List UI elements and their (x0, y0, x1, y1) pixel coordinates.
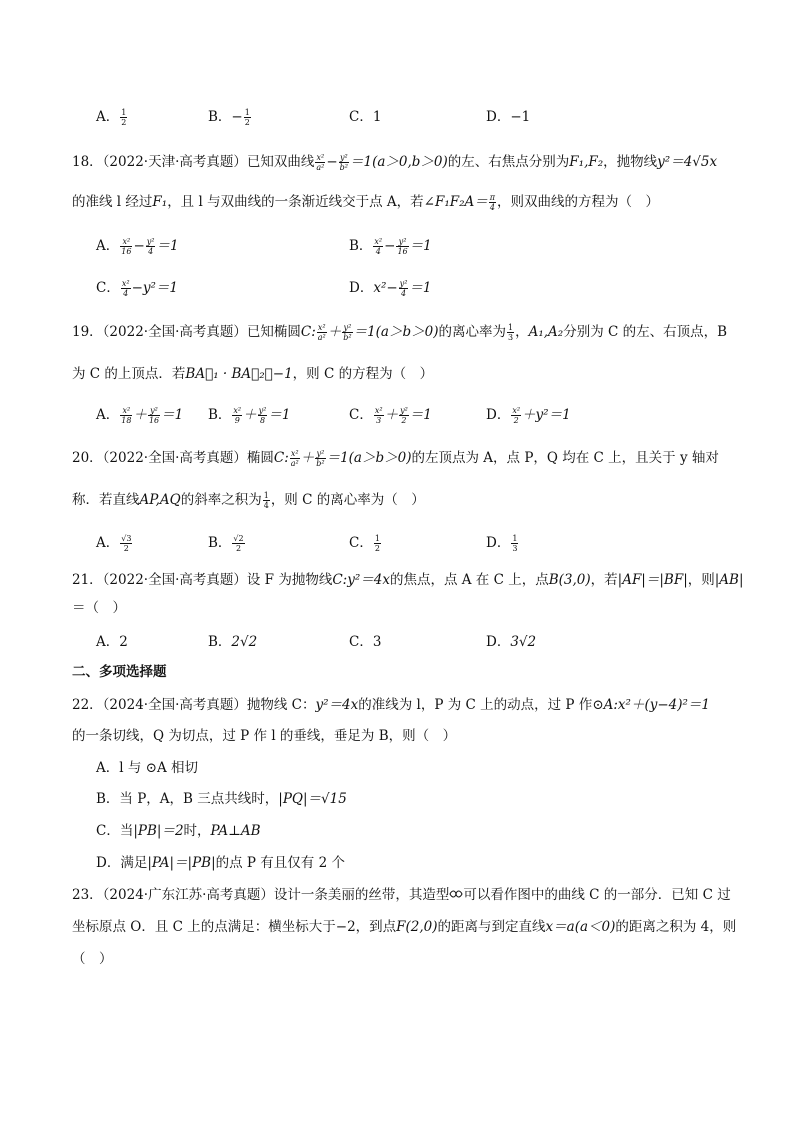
q22-option-d: D．满足|PA|＝|PB|的点 P 有且仅有 2 个 (96, 855, 345, 871)
q19-option-a-label: A． (96, 407, 120, 423)
q18-stem-text-c: ，抛物线 (603, 154, 658, 170)
q20-option-d: D． $\frac{1}{3}$ (486, 534, 518, 553)
q19-option-b: B． $\frac{\text{x²}}{9}$ ＋ $\frac{\text{y²}}{8}$ ＝1 (208, 406, 291, 425)
q18-option-b-label: B． (349, 238, 373, 254)
q20-option-b-label: B． (208, 535, 232, 551)
q22-option-c-label: C．当 (96, 823, 134, 839)
q19-stem-text-d: 分别为 C 的左、右顶点，B (563, 324, 728, 340)
q21-line2: ＝（ ） (72, 600, 126, 616)
q22-option-c-text: 时， (183, 823, 211, 839)
q18-option-d: D．x²− $\frac{\text{y²}}{4}$ ＝1 (349, 279, 432, 298)
q20-stem-text-e: ，则 C 的离心率为（ ） (270, 492, 425, 508)
q20-line1: 20．（2022·全国·高考真题）椭圆C: $\frac{\text{x²}}{\text{a²}}$ ＋ $\frac{\text{y²}}{\text{b²}}$ ＝1(a＞b＞0)的左顶点为 A，点 P，Q 均在 C 上，且关于 y 轴对 (72, 449, 719, 468)
q20-option-b: B． $\frac{√2}{2}$ (208, 534, 244, 553)
q19-stem-text: 19．（2022·全国·高考真题）已知椭圆 (72, 324, 301, 340)
q18-option-a-label: A． (96, 238, 120, 254)
q22-option-b-label: B．当 P，A，B 三点共线时， (96, 791, 279, 807)
q20-line2: 称．若直线AP,AQ的斜率之积为 $\frac{1}{4}$ ，则 C 的离心率为（ ） (72, 491, 425, 510)
q18-stem-text-d: 的准线 l 经过 (72, 194, 153, 210)
q23-line3: （ ） (72, 951, 113, 967)
q20-stem-text-c: 称．若直线 (72, 492, 140, 508)
q20-option-c-label: C． (349, 535, 373, 551)
q19-stem-text-c: ， (515, 324, 529, 340)
q17-option-d: D．−1 (486, 109, 531, 125)
q19-option-d-label: D． (486, 407, 511, 423)
q18-stem-text-b: 的左、右焦点分别为 (447, 154, 570, 170)
q18-stem-text-e: ，且 l 与双曲线的一条渐近线交于点 A，若 (167, 194, 424, 210)
q18-stem-text: 18．（2022·天津·高考真题）已知双曲线 (72, 154, 315, 170)
q19-line2: 为 C 的上顶点．若BA⃗₁ · BA⃗₂＝−1，则 C 的方程为（ ） (72, 366, 434, 382)
q22-stem-text-b: 的准线为 l，P 为 C 上的动点，过 P 作 (358, 697, 593, 713)
q19-line1: 19．（2022·全国·高考真题）已知椭圆C: $\frac{\text{x²}}{\text{a²}}$ ＋ $\frac{\text{y²}}{\text{b²}}$ ＝1(a＞b＞0)的离心率为 $\frac{1}{3}$ ，A₁,A₂分别为 C 的左、右顶点，B (72, 323, 728, 342)
q21-stem-text-b: 的焦点，点 A 在 C 上，点 (389, 572, 549, 588)
q19-option-c-label: C． (349, 407, 373, 423)
q23-line1 (72, 885, 731, 906)
q20-stem-text: 20．（2022·全国·高考真题）椭圆 (72, 450, 274, 466)
q18-option-d-label: D． (349, 280, 374, 296)
q18-line2: 的准线 l 经过F₁，且 l 与双曲线的一条渐近线交于点 A，若∠F₁F₂A＝ $\frac{\pi}{4}$ ，则双曲线的方程为（ ） (72, 193, 660, 212)
q20-option-a: A． $\frac{√3}{2}$ (96, 534, 132, 553)
q17-option-b: B．− $\frac{1}{2}$ (208, 108, 250, 127)
q22-stem-text: 22．（2024·全国·高考真题）抛物线 C： (72, 697, 316, 713)
q18-stem-text-f: ，则双曲线的方程为（ ） (497, 194, 660, 210)
q18-line1: 18．（2022·天津·高考真题）已知双曲线 $\frac{\text{x²}}{\text{a²}}$ − $\frac{\text{y²}}{\text{b²}}$ ＝1(a＞0,b＞0)的左、右焦点分别为F₁,F₂，抛物线y²＝4√5x (72, 153, 718, 172)
q19-stem-text-f: ，则 C 的方程为（ ） (292, 366, 434, 382)
q18-option-c: C． $\frac{\text{x²}}{4}$ −y²＝1 (96, 279, 179, 298)
q21-option-d-label: D． (486, 634, 511, 650)
q22-line2: 的一条切线，Q 为切点，过 P 作 l 的垂线，垂足为 B，则（ ） (72, 728, 457, 744)
section-heading: 二、多项选择题 (72, 664, 167, 680)
q19-option-a: A． $\frac{\text{x²}}{18}$ ＋ $\frac{\text{y²}}{16}$ ＝1 (96, 406, 184, 425)
q21-line1: 21．（2022·全国·高考真题）设 F 为抛物线C:y²＝4x的焦点，点 A 在 C 上，点B(3,0)，若|AF|＝|BF|，则|AB| (72, 572, 744, 588)
q23-stem-text-b: 可以看作图中的曲线 C 的一部分．已知 C 过 (463, 887, 731, 903)
q23-stem-text: 23．（2024·广东江苏·高考真题）设计一条美丽的丝带，其造型 (72, 887, 450, 903)
q22-option-d-text: 的点 P 有且仅有 2 个 (215, 855, 345, 871)
q21-option-d: D．3√2 (486, 634, 537, 650)
q17-option-a-label: A． (96, 109, 120, 125)
q20-stem-text-b: 的左顶点为 A，点 P，Q 均在 C 上，且关于 y 轴对 (411, 450, 719, 466)
q18-option-b: B． $\frac{\text{x²}}{4}$ − $\frac{\text{y²}}{16}$ ＝1 (349, 237, 432, 256)
q19-stem-text-b: 的离心率为 (438, 324, 506, 340)
q21-stem-text-c: ，若 (590, 572, 618, 588)
q22-option-a: A．l 与 ⊙A 相切 (96, 760, 199, 776)
q19-stem-text-e: 为 C 的上顶点．若 (72, 366, 186, 382)
q20-option-c: C． $\frac{1}{2}$ (349, 534, 380, 553)
q23-stem-text-c: 坐标原点 O．且 C 上的点满足：横坐标大于−2，到点 (72, 919, 397, 935)
q18-option-a: A． $\frac{\text{x²}}{16}$ − $\frac{\text{y²}}{4}$ ＝1 (96, 237, 179, 256)
q22-option-d-label: D．满足 (96, 855, 148, 871)
q23-stem-text-d: 的距离与到定直线 (437, 919, 546, 935)
q21-stem-text: 21．（2022·全国·高考真题）设 F 为抛物线 (72, 572, 333, 588)
q22-option-c: C．当|PB|＝2时，PA⊥AB (96, 823, 261, 839)
q21-option-b: B．2√2 (208, 634, 258, 650)
q22-option-b: B．当 P，A，B 三点共线时，|PQ|＝√15 (96, 791, 347, 807)
q22-line1: 22．（2024·全国·高考真题）抛物线 C：y²＝4x的准线为 l，P 为 C 上的动点，过 P 作⊙A:x²＋(y−4)²＝1 (72, 697, 711, 713)
q21-option-a: A．2 (96, 634, 128, 650)
q19-option-b-label: B． (208, 407, 232, 423)
q17-option-a: A． $\frac{1}{2}$ (96, 108, 127, 127)
q21-stem-text-d: ，则 (687, 572, 715, 588)
q20-option-d-label: D． (486, 535, 511, 551)
q19-option-d: D． $\frac{\text{x²}}{2}$ ＋y²＝1 (486, 406, 571, 425)
q21-option-c: C．3 (349, 634, 382, 650)
q23-stem-text-e: 的距离之积为 4，则 (615, 919, 737, 935)
q18-option-c-label: C． (96, 280, 120, 296)
ribbon-curve-icon (449, 886, 463, 906)
q20-stem-text-d: 的斜率之积为 (180, 492, 262, 508)
q23-line2: 坐标原点 O．且 C 上的点满足：横坐标大于−2，到点F(2,0)的距离与到定直线x＝a(a＜0)的距离之积为 4，则 (72, 919, 737, 935)
q17-option-b-label: B． (208, 109, 232, 125)
q17-option-c: C．1 (349, 109, 382, 125)
q21-option-b-label: B． (208, 634, 232, 650)
q19-option-c: C． $\frac{\text{x²}}{3}$ ＋ $\frac{\text{y²}}{2}$ ＝1 (349, 406, 432, 425)
q20-option-a-label: A． (96, 535, 120, 551)
